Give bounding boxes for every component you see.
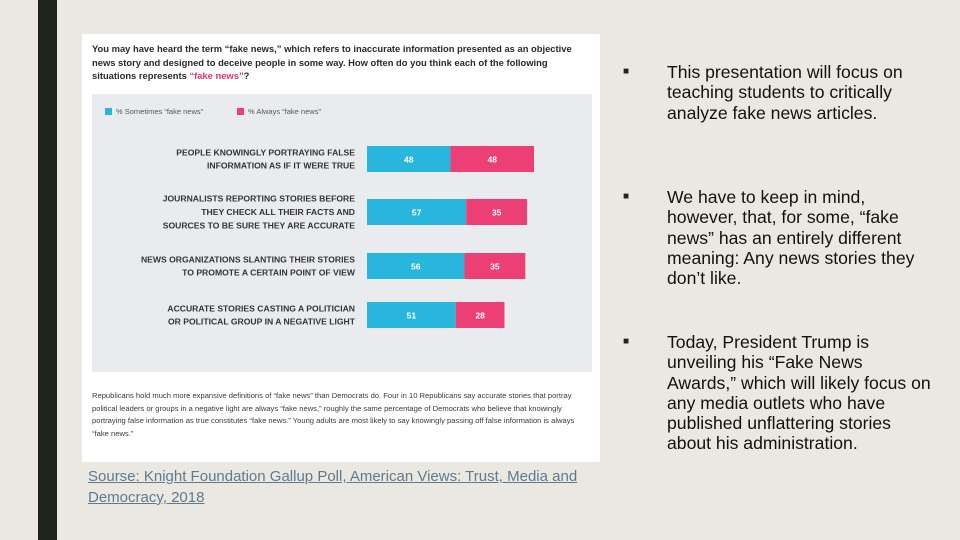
legend-label-always: % Always “fake news” [248, 107, 321, 116]
bullet-item [620, 187, 933, 288]
bar-value-label: 57 [411, 207, 422, 218]
bullet-square-icon: ■ [623, 66, 630, 77]
source-link[interactable]: Sourse: Knight Foundation Gallup Poll, American Views: Trust, Media and Democracy, 2018 [88, 468, 578, 506]
bullet-item [620, 62, 933, 123]
bar-value-label: 35 [491, 207, 502, 218]
chart-figure [82, 34, 600, 462]
bullet-item [620, 332, 933, 454]
chart-title-highlight: “fake news” [189, 70, 244, 81]
chart-title-text: You may have heard the term “fake news,” which refers to inaccurate information presented as an objective news story and designed to deceive people in some way. How often do you think each of the following situations represents [92, 43, 572, 81]
bullet-text: Today, President Trump is unveiling his “Fake News Awards,” which will likely focus on any media outlets who have published unflattering stories about his administration. [667, 332, 931, 454]
bar-value-label: 48 [487, 154, 498, 165]
bullet-square-icon: ■ [623, 336, 630, 347]
category-label: ACCURATE STORIES CASTING A POLITICIAN OR POLITICAL GROUP IN A NEGATIVE LIGHT [167, 303, 355, 327]
bar-value-label: 56 [410, 261, 421, 272]
category-label: NEWS ORGANIZATIONS SLANTING THEIR STORIES TO PROMOTE A CERTAIN POINT OF VIEW [140, 254, 355, 278]
chart-title-end: ? [243, 70, 250, 81]
bar-value-label: 35 [490, 261, 500, 272]
category-label: JOURNALISTS REPORTING STORIES BEFORE THEY CHECK ALL THEIR FACTS AND SOURCES TO BE SURE THEY ARE ACCURATE [162, 193, 355, 231]
bar-value-label: 28 [475, 310, 485, 321]
chart-footnote: Republicans hold much more expansive definitions of “fake news” than Democrats do. Four in 10 Republicans say accurate stories that portray political leaders or groups in a negative light are always “fake news,” roughly the same percentage of Democrats who believe that knowingly portraying false information as true constitutes “fake news.” Young adults are most likely to say knowingly passing off false information is always “fake news.” [92, 391, 575, 438]
bullet-square-icon: ■ [623, 191, 630, 202]
bar-value-label: 48 [403, 154, 414, 165]
bullet-text: We have to keep in mind, however, that, for some, “fake news” has an entirely different meaning: Any news stories they don’t like. [667, 187, 915, 289]
category-label: PEOPLE KNOWINGLY PORTRAYING FALSE INFORMATION AS IF IT WERE TRUE [176, 147, 355, 171]
bullet-text: This presentation will focus on teaching students to critically analyze fake news articles. [667, 62, 903, 123]
legend-label-sometimes: % Sometimes “fake news” [116, 107, 204, 116]
left-accent-bar [38, 0, 57, 540]
bar-value-label: 51 [406, 310, 417, 321]
